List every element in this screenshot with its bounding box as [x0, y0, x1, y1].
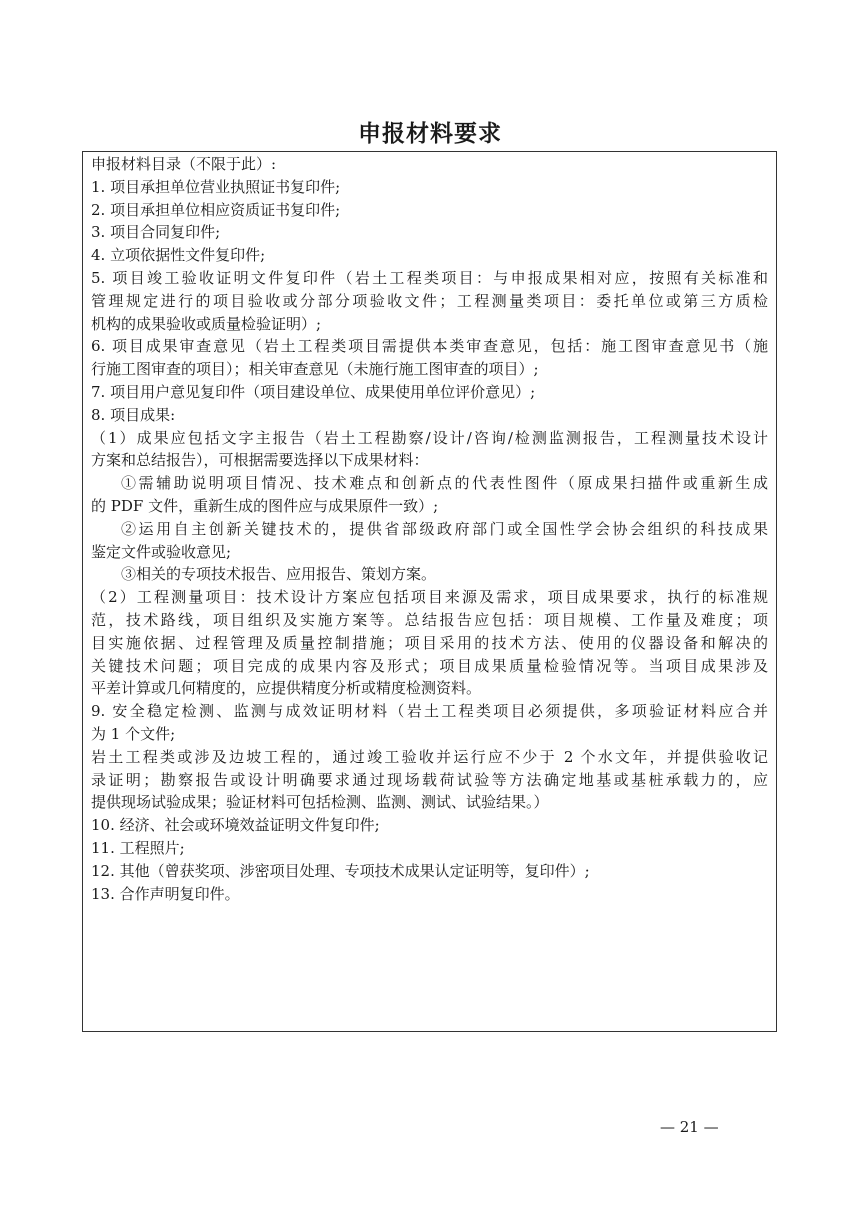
sub-item-continued: 平差计算或几何精度的，应提供精度分析或精度检测资料。	[91, 679, 482, 698]
sub-item-continued: 方案和总结报告），可根据需要选择以下成果材料：	[91, 451, 429, 470]
list-item: 6. 项目成果审查意见（岩土工程类项目需提供本类审查意见，包括：施工图审查意见书（施	[91, 337, 768, 356]
requirements-box	[82, 151, 777, 1032]
list-item: 4. 立项依据性文件复印件;	[91, 246, 266, 265]
list-item: 12. 其他（曾获奖项、涉密项目处理、专项技术成果认定证明等，复印件）;	[91, 861, 590, 880]
list-item: 1. 项目承担单位营业执照证书复印件;	[91, 177, 341, 196]
list-item-continued: 录证明；勘察报告或设计明确要求通过现场载荷试验等方法确定地基或基桩承载力的，应	[91, 770, 768, 789]
sub-item-continued: 关键技术问题；项目完成的成果内容及形式；项目成果质量检验情况等。当项目成果涉及	[91, 656, 768, 675]
sub-item: （2）工程测量项目：技术设计方案应包括项目来源及需求，项目成果要求，执行的标准规	[91, 588, 768, 607]
list-item-continued: 机构的成果验收或质量检验证明）;	[91, 314, 322, 333]
list-item: 5. 项目竣工验收证明文件复印件（岩土工程类项目：与申报成果相对应，按照有关标准和	[91, 268, 768, 287]
sub-sub-item-continued: 的 PDF 文件，重新生成的图件应与成果原件一致）;	[91, 496, 439, 515]
list-item-continued: 岩土工程类或涉及边坡工程的，通过竣工验收并运行应不少于 2 个水文年，并提供验收记	[91, 747, 768, 766]
list-item-continued: 管理规定进行的项目验收或分部分项验收文件；工程测量类项目：委托单位或第三方质检	[91, 291, 768, 310]
sub-sub-item-continued: 鉴定文件或验收意见;	[91, 542, 232, 561]
sub-item-continued: 范，技术路线，项目组织及实施方案等。总结报告应包括：项目规模、工作量及难度；项	[91, 610, 768, 629]
sub-item-continued: 目实施依据、过程管理及质量控制措施；项目采用的技术方法、使用的仪器设备和解决的	[91, 633, 768, 652]
list-item: 2. 项目承担单位相应资质证书复印件;	[91, 200, 341, 219]
list-item: 13. 合作声明复印件。	[91, 884, 240, 903]
sub-sub-item: ②运用自主创新关键技术的，提供省部级政府部门或全国性学会协会组织的科技成果	[121, 519, 768, 538]
list-item: 11. 工程照片;	[91, 838, 185, 857]
list-intro: 申报材料目录（不限于此）:	[91, 155, 277, 173]
list-item: 10. 经济、社会或环境效益证明文件复印件;	[91, 816, 380, 835]
list-item: 3. 项目合同复印件;	[91, 223, 221, 242]
sub-sub-item: ①需辅助说明项目情况、技术难点和创新点的代表性图件（原成果扫描件或重新生成	[121, 474, 768, 493]
page-number: — 21 —	[660, 1118, 719, 1136]
sub-item: （1）成果应包括文字主报告（岩土工程勘察/设计/咨询/检测监测报告，工程测量技术设计	[91, 428, 768, 447]
sub-sub-item: ③相关的专项技术报告、应用报告、策划方案。	[121, 565, 437, 584]
page-title: 申报材料要求	[358, 121, 502, 147]
list-item: 9. 安全稳定检测、监测与成效证明材料（岩土工程类项目必须提供，多项验证材料应合并	[91, 702, 768, 721]
list-item: 8. 项目成果:	[91, 405, 176, 424]
list-item-continued: 行施工图审查的项目）；相关审查意见（未施行施工图审查的项目）;	[91, 360, 539, 379]
list-item: 7. 项目用户意见复印件（项目建设单位、成果使用单位评价意见）;	[91, 382, 536, 401]
list-item-continued: 为 1 个文件;	[91, 724, 176, 743]
list-item-continued: 提供现场试验成果；验证材料可包括检测、监测、测试、试验结果。）	[91, 793, 549, 812]
